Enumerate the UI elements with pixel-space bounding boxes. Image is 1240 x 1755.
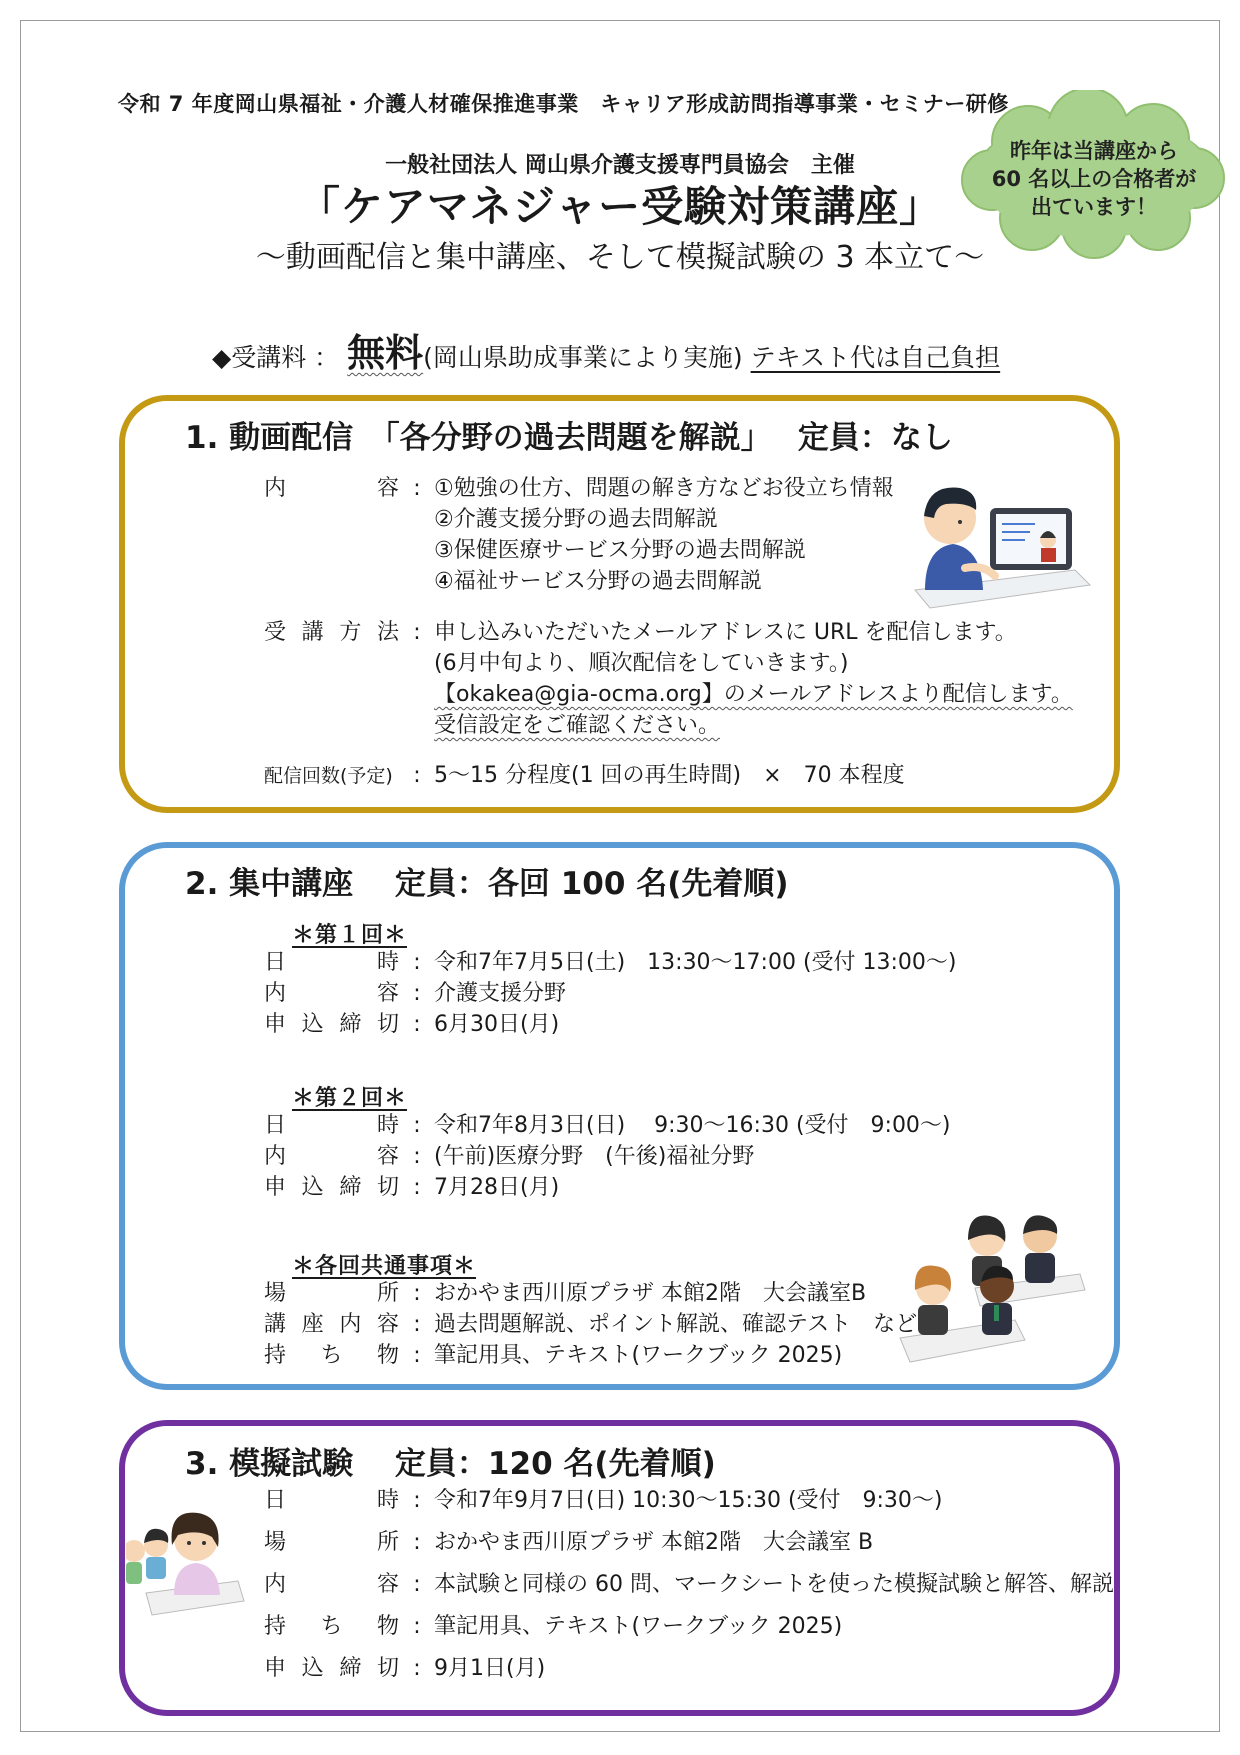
session1-title: ＊第１回＊ <box>292 923 408 948</box>
page-subtitle: ～動画配信と集中講座、そして模擬試験の 3 本立て～ <box>255 240 985 275</box>
exam-students-illustration-icon <box>126 1505 246 1623</box>
session1-details: 日時 : 令和7年7月5日(土) 13:30～17:00 (受付 13:00～) 内容 : 介護支援分野 申込締切 : 6月30日(月) <box>264 950 957 1037</box>
organizer: 一般社団法人 岡山県介護支援専門員協会 主催 <box>385 153 855 178</box>
video-content: 内容 : ①勉強の仕方、問題の解き方などお役立ち情報 ②介護支援分野の過去問解説 ③保健医療サービス分野の過去問解説 ④福祉サービス分野の過去問解説 <box>264 476 894 594</box>
session2-details: 日時 : 令和7年8月3日(日) 9:30～16:30 (受付 9:00～) 内容 : (午前)医療分野 (午後)福祉分野 申込締切 : 7月28日(月) <box>264 1113 951 1200</box>
fee-value: 無料 <box>347 331 424 375</box>
cloud-badge-text: 昨年は当講座から 60 名以上の合格者が 出ています！ <box>991 139 1197 219</box>
section-intensive-heading: 2. 集中講座 定員：各回 100 名(先着順) <box>185 866 789 902</box>
fee-extra: テキスト代は自己負担 <box>750 343 1001 372</box>
fee-label: ◆受講料 ： <box>212 343 340 372</box>
mock-exam-details: 日時 : 令和7年9月7日(日) 10:30～15:30 (受付 9:30～) 場所 : おかやま西川原プラザ 本館2階 大会議室 B 内容 : 本試験と同様の 60 問、マークシートを使った模擬試験と解答、解説 持ち物 : 筆記用具、テキスト(ワークブック 2025) 申込締切 : 9月1日(月) <box>264 1488 1114 1681</box>
session2-title: ＊第２回＊ <box>292 1086 408 1111</box>
common-details: 場所 : おかやま西川原プラザ 本館2階 大会議室B 講座内容 : 過去問題解説、ポイント解説、確認テスト など 持ち物 : 筆記用具、テキスト(ワークブック 2025) <box>264 1281 918 1368</box>
fee-note: (岡山県助成事業により実施) <box>423 343 743 372</box>
fee-line <box>212 322 1000 377</box>
video-learner-illustration-icon <box>905 480 1095 610</box>
section-mock-exam-heading: 3. 模擬試験 定員：120 名(先着順) <box>185 1446 716 1482</box>
email-notice: 【okakea@gia-ocma.org】のメールアドレスより配信します。 <box>434 682 1073 707</box>
seminar-people-illustration-icon <box>895 1210 1090 1375</box>
section-video-heading: 1. 動画配信 「各分野の過去問題を解説」 定員：なし <box>185 420 953 456</box>
video-count: 配信回数(予定) : 5～15 分程度(1 回の再生時間) × 70 本程度 <box>264 763 905 788</box>
video-method: 受講方法 : 申し込みいただいたメールアドレスに URL を配信します。 (6月中旬より、順次配信をしていきます。) 【okakea@gia-ocma.org】のメールアドレスより配信します。 受信設定をご確認ください。 <box>264 620 1073 738</box>
page-title: 「ケアマネジャー受験対策講座」 <box>297 182 943 231</box>
project-line: 令和 7 年度岡山県福祉・介護人材確保推進事業 キャリア形成訪問指導事業・セミナー研修 <box>118 92 1009 116</box>
common-title: ＊各回共通事項＊ <box>292 1254 477 1279</box>
